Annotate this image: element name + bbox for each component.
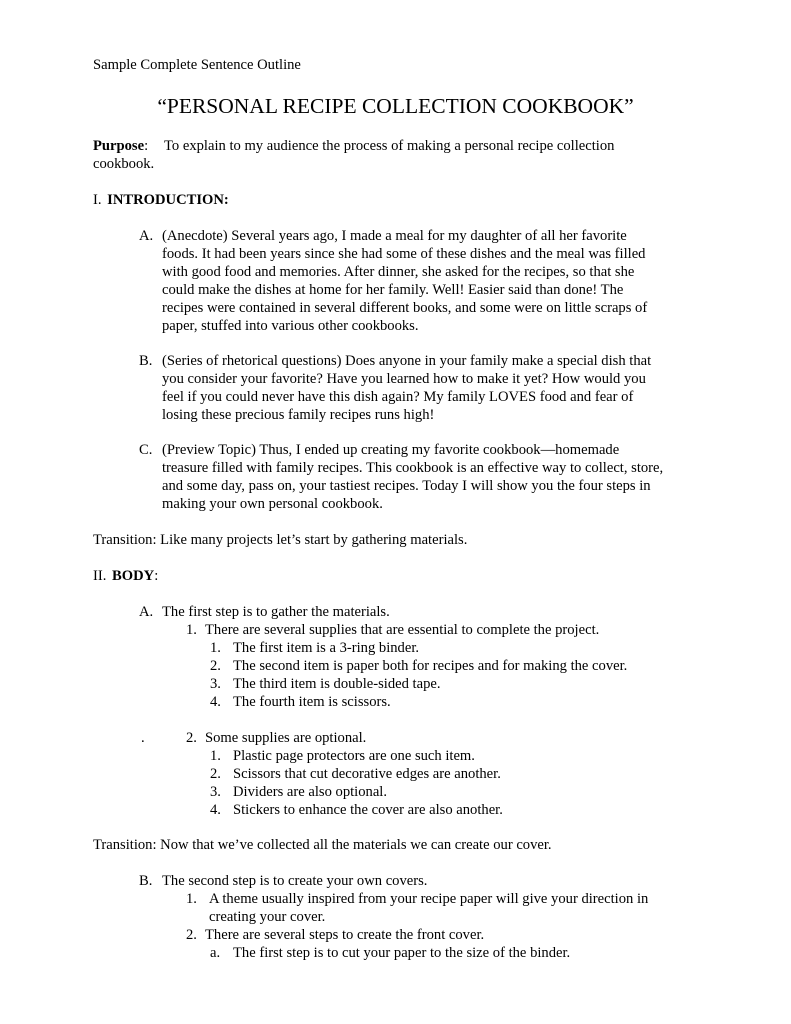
list-item-num: 4.	[210, 694, 221, 710]
intro-c-line: making your own personal cookbook.	[162, 496, 383, 512]
body-a-1-num: 1.	[186, 622, 197, 638]
body-b-1-text-2: creating your cover.	[209, 909, 326, 925]
stray-dot: .	[141, 730, 145, 746]
purpose-text-1: To explain to my audience the process of making a personal recipe collection	[164, 138, 615, 154]
list-item-num: a.	[210, 945, 221, 961]
intro-c-letter: C.	[139, 442, 153, 458]
transition-1: Transition: Like many projects let’s start by gathering materials.	[93, 532, 468, 548]
list-item-num: 3.	[210, 784, 221, 800]
body-b-text: The second step is to create your own covers.	[162, 873, 428, 889]
body-heading-text: BODY	[112, 568, 155, 584]
purpose-colon: :	[144, 138, 149, 154]
list-item: Plastic page protectors are one such item.	[233, 748, 475, 764]
body-b-letter: B.	[139, 873, 153, 889]
body-heading	[93, 567, 158, 585]
intro-heading-text: INTRODUCTION:	[107, 192, 229, 208]
intro-c-line: and some day, pass on, your tastiest recipes. Today I will show you the four steps in	[162, 478, 651, 494]
body-a-1-text: There are several supplies that are essential to complete the project.	[205, 622, 600, 638]
list-item: The first step is to cut your paper to the size of the binder.	[233, 945, 571, 961]
transition-2: Transition: Now that we’ve collected all the materials we can create our cover.	[93, 837, 552, 853]
intro-a-letter: A.	[139, 228, 154, 244]
list-item: Stickers to enhance the cover are also another.	[233, 802, 503, 818]
purpose-text-2: cookbook.	[93, 156, 155, 172]
body-colon: :	[154, 568, 159, 584]
body-a-2-text: Some supplies are optional.	[205, 730, 367, 746]
body-b-1-text: A theme usually inspired from your recipe paper will give your direction in	[209, 891, 649, 907]
list-item: The fourth item is scissors.	[233, 694, 391, 710]
body-b-2-text: There are several steps to create the front cover.	[205, 927, 485, 943]
intro-b-line: (Series of rhetorical questions) Does anyone in your family make a special dish that	[162, 353, 652, 369]
body-a-2-num: 2.	[186, 730, 197, 746]
intro-b-line: losing these precious family recipes runs high!	[162, 407, 435, 423]
intro-b-line: you consider your favorite? Have you learned how to make it yet? How would you	[162, 371, 646, 387]
intro-c-line: (Preview Topic) Thus, I ended up creating my favorite cookbook—homemade	[162, 442, 620, 458]
header-note: Sample Complete Sentence Outline	[93, 57, 301, 73]
intro-b-letter: B.	[139, 353, 153, 369]
intro-numeral: I.	[93, 192, 102, 208]
intro-a-line: could make the dishes at home for her family. Well! Easier said than done! The	[162, 282, 624, 298]
list-item-num: 4.	[210, 802, 221, 818]
list-item-num: 3.	[210, 676, 221, 692]
intro-a-line: (Anecdote) Several years ago, I made a meal for my daughter of all her favorite	[162, 228, 627, 244]
list-item-num: 2.	[210, 658, 221, 674]
list-item: The first item is a 3-ring binder.	[233, 640, 420, 656]
body-b-1-num: 1.	[186, 891, 197, 907]
document-title: “PERSONAL RECIPE COLLECTION COOKBOOK”	[157, 94, 634, 118]
body-a-letter: A.	[139, 604, 154, 620]
body-numeral: II.	[93, 568, 107, 584]
list-item: Dividers are also optional.	[233, 784, 388, 800]
purpose-line-1	[93, 137, 615, 155]
intro-heading	[93, 191, 229, 209]
list-item-num: 1.	[210, 748, 221, 764]
purpose-label: Purpose	[93, 138, 145, 154]
list-item: The second item is paper both for recipes and for making the cover.	[233, 658, 628, 674]
intro-a-line: with good food and memories. After dinner, she asked for the recipes, so that she	[162, 264, 635, 280]
intro-c-line: treasure filled with family recipes. This cookbook is an effective way to collect, store,	[162, 460, 664, 476]
list-item-num: 2.	[210, 766, 221, 782]
intro-a-line: foods. It had been years since she had some of these dishes and the meal was filled	[162, 246, 646, 262]
body-a-text: The first step is to gather the materials.	[162, 604, 390, 620]
intro-b-line: feel if you could never have this dish again? My family LOVES food and fear of	[162, 389, 634, 405]
list-item: Scissors that cut decorative edges are another.	[233, 766, 501, 782]
list-item: The third item is double-sided tape.	[233, 676, 441, 692]
list-item-num: 1.	[210, 640, 221, 656]
intro-a-line: recipes were contained in several different books, and some were on little scraps of	[162, 300, 648, 316]
body-b-2-num: 2.	[186, 927, 197, 943]
intro-a-line: paper, stuffed into various other cookbooks.	[162, 318, 419, 334]
